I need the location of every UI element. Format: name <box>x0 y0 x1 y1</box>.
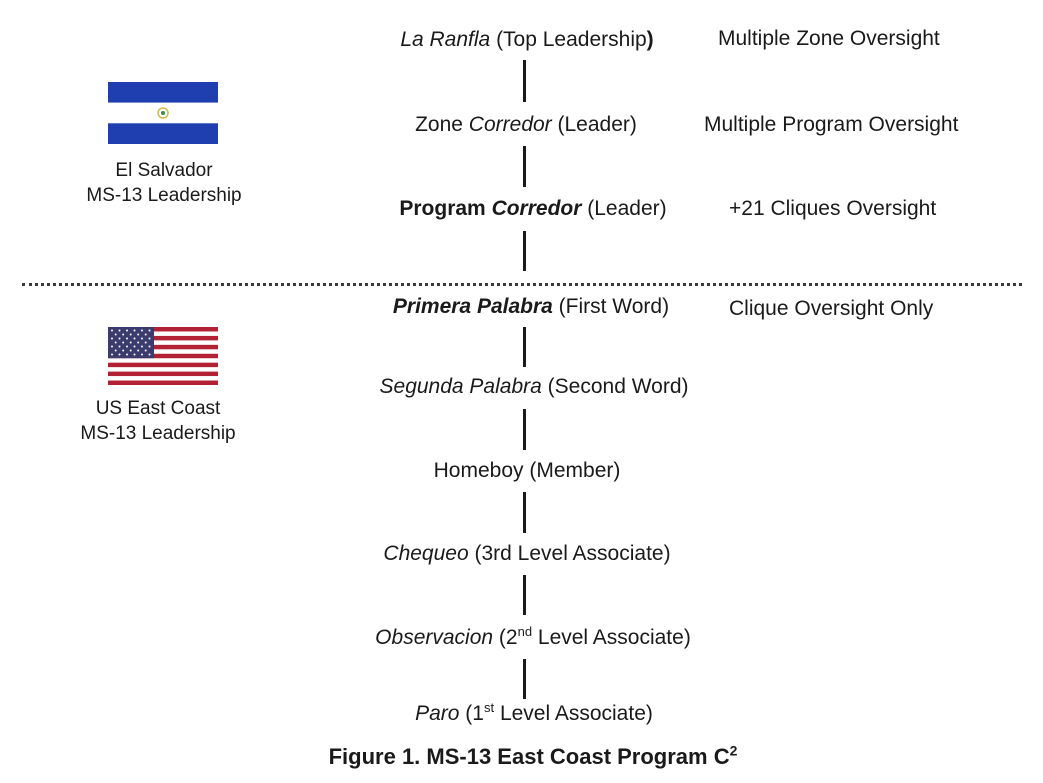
level-name: Homeboy (Member) <box>433 459 621 482</box>
level-desc-post: Level Associate) <box>532 626 691 649</box>
level-desc-post: Level Associate) <box>494 702 653 725</box>
connector-line <box>523 659 526 699</box>
us-east-coast-region-label <box>80 396 235 446</box>
level-chequeo <box>383 541 670 567</box>
us-flag-icon <box>108 327 218 385</box>
level-primera-palabra <box>393 294 669 320</box>
level-observacion <box>375 625 691 651</box>
level-desc: (First Word) <box>552 295 670 318</box>
level-segunda-palabra <box>380 374 689 400</box>
level-name: La Ranfla <box>400 28 491 51</box>
connector-line <box>523 575 526 615</box>
level-name: Corredor <box>491 197 582 220</box>
level-name: Chequeo <box>383 542 469 565</box>
level-name: Corredor <box>468 113 552 136</box>
oversight-clique-only: Clique Oversight Only <box>729 297 934 320</box>
level-prefix: Zone <box>415 113 469 136</box>
level-name: Paro <box>415 702 460 725</box>
connector-line <box>523 409 526 450</box>
caption-superscript: 2 <box>729 742 738 759</box>
caption-text: Figure 1. MS-13 East Coast Program C <box>328 744 730 769</box>
ordinal-suffix: nd <box>517 624 533 639</box>
connector-line <box>523 60 526 102</box>
level-desc: (Leader) <box>551 113 637 136</box>
us-label-line2: MS-13 Leadership <box>80 423 236 444</box>
el-salvador-label-line2: MS-13 Leadership <box>86 185 242 206</box>
el-salvador-region-label <box>86 158 241 208</box>
oversight-multiple-zone: Multiple Zone Oversight <box>718 27 940 50</box>
oversight-multiple-program: Multiple Program Oversight <box>704 113 959 136</box>
el-salvador-flag-icon <box>108 82 218 144</box>
connector-line <box>523 492 526 533</box>
level-desc-close: ) <box>646 28 654 51</box>
level-la-ranfla <box>400 27 653 53</box>
level-desc: (Leader) <box>581 197 667 220</box>
us-label-line1: US East Coast <box>95 398 221 419</box>
figure-caption <box>329 743 738 771</box>
region-divider <box>22 283 1022 286</box>
level-paro <box>415 701 653 727</box>
level-desc: (Second Word) <box>541 375 689 398</box>
level-desc: (3rd Level Associate) <box>468 542 671 565</box>
el-salvador-label-line1: El Salvador <box>115 160 213 181</box>
level-desc-pre: (1 <box>459 702 484 725</box>
connector-line <box>523 231 526 271</box>
level-program-corredor <box>399 196 666 222</box>
connector-line <box>523 146 526 187</box>
level-prefix: Program <box>399 197 492 220</box>
level-desc: (Top Leadership <box>490 28 647 51</box>
level-homeboy <box>434 458 621 484</box>
level-name: Observacion <box>375 626 494 649</box>
oversight-cliques: +21 Cliques Oversight <box>729 197 937 220</box>
connector-line <box>523 327 526 367</box>
level-zone-corredor <box>415 112 637 138</box>
level-name: Segunda Palabra <box>379 375 542 398</box>
level-name: Primera Palabra <box>392 295 553 318</box>
level-desc-pre: (2 <box>493 626 518 649</box>
ordinal-suffix: st <box>483 700 495 715</box>
